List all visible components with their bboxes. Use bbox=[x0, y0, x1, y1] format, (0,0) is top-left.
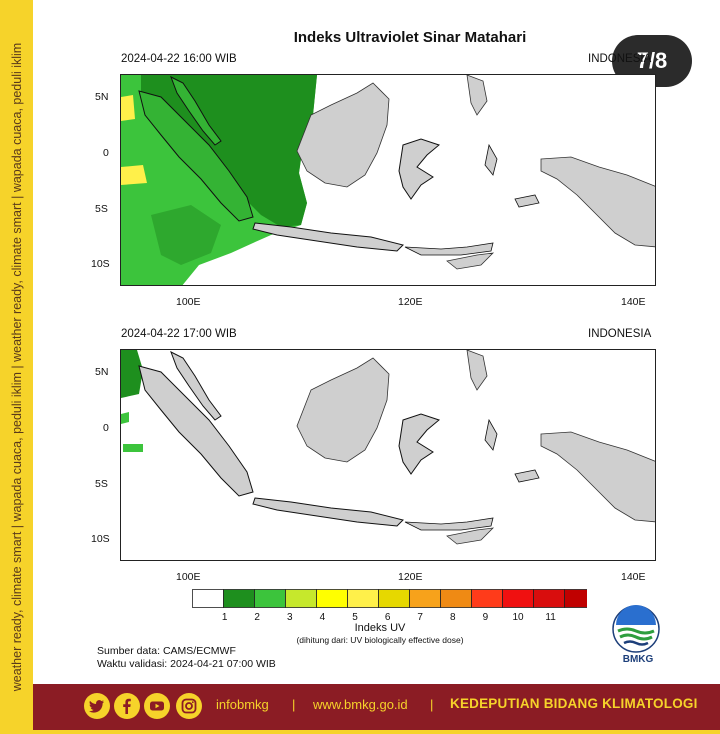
panel-2-land-nusa bbox=[405, 518, 493, 530]
panel-2-lon-120e: 120E bbox=[398, 571, 423, 583]
facebook-icon[interactable] bbox=[114, 693, 140, 719]
source-line: Sumber data: CAMS/ECMWF bbox=[97, 645, 236, 657]
panel-2-map-svg bbox=[121, 350, 656, 561]
panel-1-lat-5n: 5N bbox=[95, 91, 109, 103]
panel-2-lat-10s: 10S bbox=[91, 533, 110, 545]
legend-box-1 bbox=[193, 590, 224, 608]
panel-2-datetime: 2024-04-22 17:00 WIB bbox=[121, 328, 237, 340]
panel-2-land-philippines bbox=[467, 350, 487, 390]
panel-1-lon-120e: 120E bbox=[398, 296, 423, 308]
panel-1-land-nusa bbox=[405, 243, 493, 255]
panel-2-lon-100e: 100E bbox=[176, 571, 201, 583]
panel-2-land-timor bbox=[447, 528, 493, 544]
legend-box-4 bbox=[286, 590, 317, 608]
legend-label-5: 5 bbox=[352, 612, 358, 623]
legend-box-11 bbox=[503, 590, 534, 608]
panel-1-land-sulawesi bbox=[399, 139, 439, 199]
panel-1-lat-0: 0 bbox=[103, 147, 109, 159]
footer-department: KEDEPUTIAN BIDANG KLIMATOLOGI bbox=[450, 696, 698, 711]
footer-separator-2: | bbox=[430, 697, 434, 712]
legend-label-6: 6 bbox=[384, 612, 391, 623]
panel-2-lat-5s: 5S bbox=[95, 478, 108, 490]
side-strip bbox=[0, 0, 33, 734]
legend-label-8: 8 bbox=[450, 612, 456, 623]
legend-box-7 bbox=[379, 590, 410, 608]
panel-2-land-java bbox=[253, 498, 403, 526]
panel-2-land-borneo bbox=[297, 358, 389, 462]
panel-2-uv-field-3 bbox=[123, 444, 143, 452]
page-counter-badge[interactable]: 7/8 bbox=[612, 35, 692, 87]
legend-subtitle: (dihitung dari: UV biologically effective dose) bbox=[296, 635, 464, 645]
panel-1-land-philippines bbox=[467, 75, 487, 115]
panel-1-land-papua bbox=[541, 157, 656, 247]
panel-2-lat-0: 0 bbox=[103, 422, 109, 434]
panel-2-uv-field-2 bbox=[121, 412, 129, 424]
validity-line: Waktu validasi: 2024-04-21 07:00 WIB bbox=[97, 658, 276, 670]
legend-box-5 bbox=[317, 590, 348, 608]
panel-1-uv-yellow-1 bbox=[121, 95, 135, 121]
panel-1-datetime: 2024-04-22 16:00 WIB bbox=[121, 53, 237, 65]
panel-2-uv-field bbox=[121, 350, 143, 398]
legend-box-12 bbox=[534, 590, 565, 608]
panel-1-map bbox=[120, 74, 656, 286]
panel-1-land-maluku bbox=[485, 145, 539, 207]
panel-2-map bbox=[120, 349, 656, 561]
youtube-icon[interactable] bbox=[144, 693, 170, 719]
instagram-icon[interactable] bbox=[176, 693, 202, 719]
legend-title: Indeks UV bbox=[354, 622, 406, 634]
legend-box-3 bbox=[255, 590, 286, 608]
footer-bottom-strip bbox=[33, 730, 720, 734]
footer-handle[interactable]: infobmkg bbox=[216, 697, 269, 712]
legend-label-10: 10 bbox=[512, 612, 524, 623]
panel-2-lon-140e: 140E bbox=[621, 571, 646, 583]
footer-separator-1: | bbox=[292, 697, 296, 712]
page-title: Indeks Ultraviolet Sinar Matahari bbox=[293, 29, 527, 46]
panel-1-region: INDONESIA bbox=[588, 53, 652, 65]
legend-box-8 bbox=[410, 590, 441, 608]
legend-box-10 bbox=[472, 590, 503, 608]
panel-2-lat-5n: 5N bbox=[95, 366, 109, 378]
legend-label-4: 4 bbox=[319, 612, 326, 623]
panel-1-lon-100e: 100E bbox=[176, 296, 201, 308]
legend-box-2 bbox=[224, 590, 255, 608]
panel-1-lat-5s: 5S bbox=[95, 203, 108, 215]
panel-2-land-papua bbox=[541, 432, 656, 522]
panel-1-land-java bbox=[253, 223, 403, 251]
side-strip-text: weather ready, climate smart | wapada cuaca, peduli iklim | weather ready, climate smart | wapada cuaca, peduli iklim bbox=[10, 42, 24, 692]
legend-box-9 bbox=[441, 590, 472, 608]
legend-label-7: 7 bbox=[417, 612, 423, 623]
panel-2-region: INDONESIA bbox=[588, 328, 652, 340]
bmkg-logo-text: BMKG bbox=[622, 654, 654, 665]
twitter-icon[interactable] bbox=[84, 693, 110, 719]
legend-label-9: 9 bbox=[482, 612, 489, 623]
panel-1-uv-yellow-2 bbox=[121, 165, 147, 185]
legend-box-13 bbox=[565, 590, 588, 608]
panel-1-lat-10s: 10S bbox=[91, 258, 110, 270]
footer-website-link[interactable]: www.bmkg.go.id bbox=[313, 697, 408, 712]
legend-box-6 bbox=[348, 590, 379, 608]
panel-2-land-sulawesi bbox=[399, 414, 439, 474]
panel-2-land-maluku bbox=[485, 420, 539, 482]
panel-1-lon-140e: 140E bbox=[621, 296, 646, 308]
bmkg-logo-icon bbox=[612, 605, 660, 653]
uv-legend bbox=[192, 589, 587, 609]
legend-label-11: 11 bbox=[545, 612, 556, 623]
legend-label-1: 1 bbox=[221, 612, 228, 623]
uv-legend-bar bbox=[192, 589, 587, 609]
legend-label-3: 3 bbox=[287, 612, 293, 623]
legend-label-2: 2 bbox=[254, 612, 260, 623]
panel-1-map-svg bbox=[121, 75, 656, 286]
